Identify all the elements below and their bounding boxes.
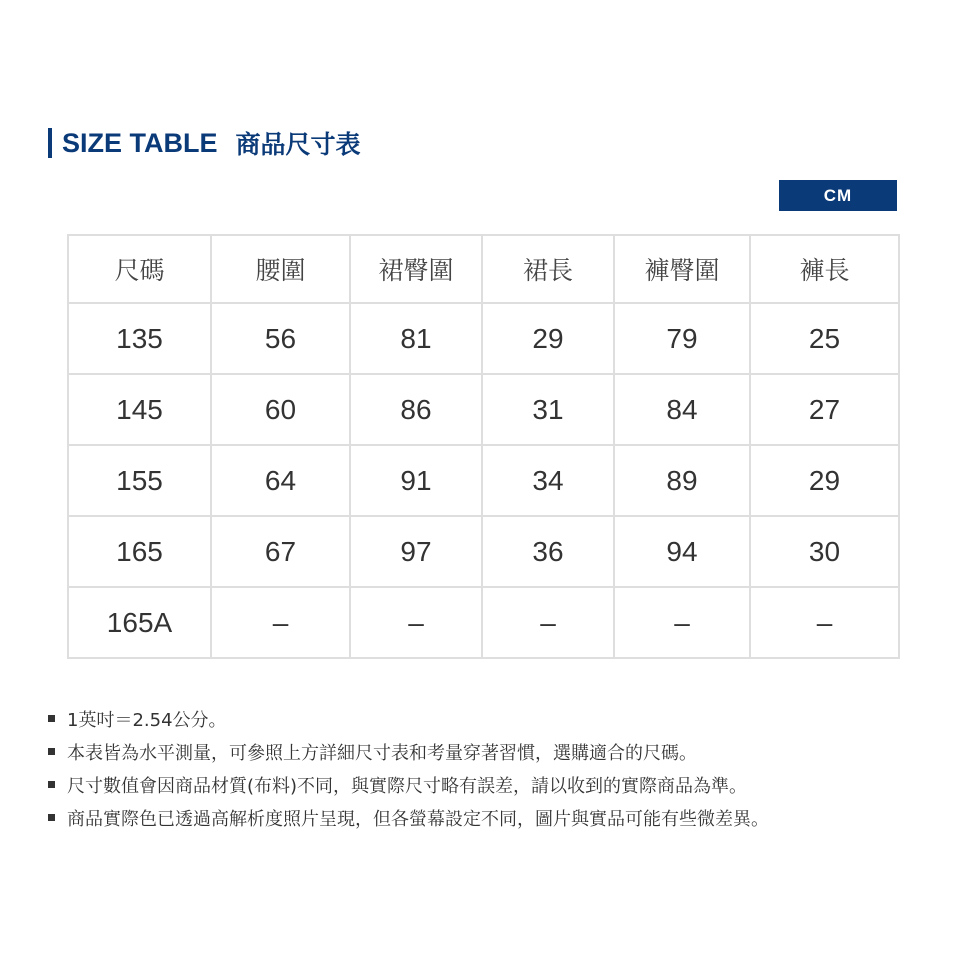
title-chinese: 商品尺寸表 [235, 130, 361, 159]
table-cell: 56 [211, 303, 350, 374]
table-cell: 91 [350, 445, 482, 516]
table-cell: 81 [350, 303, 482, 374]
table-row [68, 516, 899, 587]
notes-list [48, 702, 769, 834]
table-cell: 89 [614, 445, 750, 516]
table-cell: 30 [750, 516, 899, 587]
table-cell: 155 [68, 445, 211, 516]
table-cell: 29 [750, 445, 899, 516]
table-cell: 60 [211, 374, 350, 445]
page-title [48, 126, 361, 160]
bullet-icon [48, 814, 55, 821]
note-text: 1英吋＝2.54公分。 [67, 709, 227, 731]
note-text: 商品實際色已透過高解析度照片呈現，但各螢幕設定不同，圖片與實品可能有些微差異。 [67, 808, 769, 830]
table-cell: 165 [68, 516, 211, 587]
table-cell: 27 [750, 374, 899, 445]
table-row [68, 445, 899, 516]
column-header: 褲長 [750, 235, 899, 303]
column-header: 尺碼 [68, 235, 211, 303]
note-text: 尺寸數值會因商品材質(布料)不同，與實際尺寸略有誤差，請以收到的實際商品為準。 [67, 775, 748, 797]
table-cell: 145 [68, 374, 211, 445]
size-table [67, 234, 900, 659]
table-cell: 97 [350, 516, 482, 587]
table-cell: 31 [482, 374, 614, 445]
table-cell: 135 [68, 303, 211, 374]
column-header: 裙臀圍 [350, 235, 482, 303]
bullet-icon [48, 715, 55, 722]
table-cell: – [350, 587, 482, 658]
note-item [48, 702, 769, 735]
note-item [48, 801, 769, 834]
title-english: SIZE TABLE [62, 127, 218, 158]
column-header: 褲臀圍 [614, 235, 750, 303]
table-cell: 67 [211, 516, 350, 587]
table-cell: 94 [614, 516, 750, 587]
table-row [68, 587, 899, 658]
bullet-icon [48, 781, 55, 788]
table-cell: 25 [750, 303, 899, 374]
table-cell: – [482, 587, 614, 658]
note-item [48, 735, 769, 768]
table-cell: 64 [211, 445, 350, 516]
table-cell: – [750, 587, 899, 658]
table-cell: – [614, 587, 750, 658]
table-cell: 34 [482, 445, 614, 516]
title-accent-bar [48, 128, 52, 158]
table-header-row [68, 235, 899, 303]
bullet-icon [48, 748, 55, 755]
table-cell: 165A [68, 587, 211, 658]
column-header: 裙長 [482, 235, 614, 303]
table-row [68, 374, 899, 445]
note-item [48, 768, 769, 801]
table-cell: 79 [614, 303, 750, 374]
table-cell: 36 [482, 516, 614, 587]
unit-badge: CM [779, 180, 897, 211]
table-cell: 29 [482, 303, 614, 374]
table-cell: – [211, 587, 350, 658]
table-row [68, 303, 899, 374]
table-cell: 84 [614, 374, 750, 445]
note-text: 本表皆為水平測量，可參照上方詳細尺寸表和考量穿著習慣，選購適合的尺碼。 [67, 742, 697, 764]
table-cell: 86 [350, 374, 482, 445]
column-header: 腰圍 [211, 235, 350, 303]
